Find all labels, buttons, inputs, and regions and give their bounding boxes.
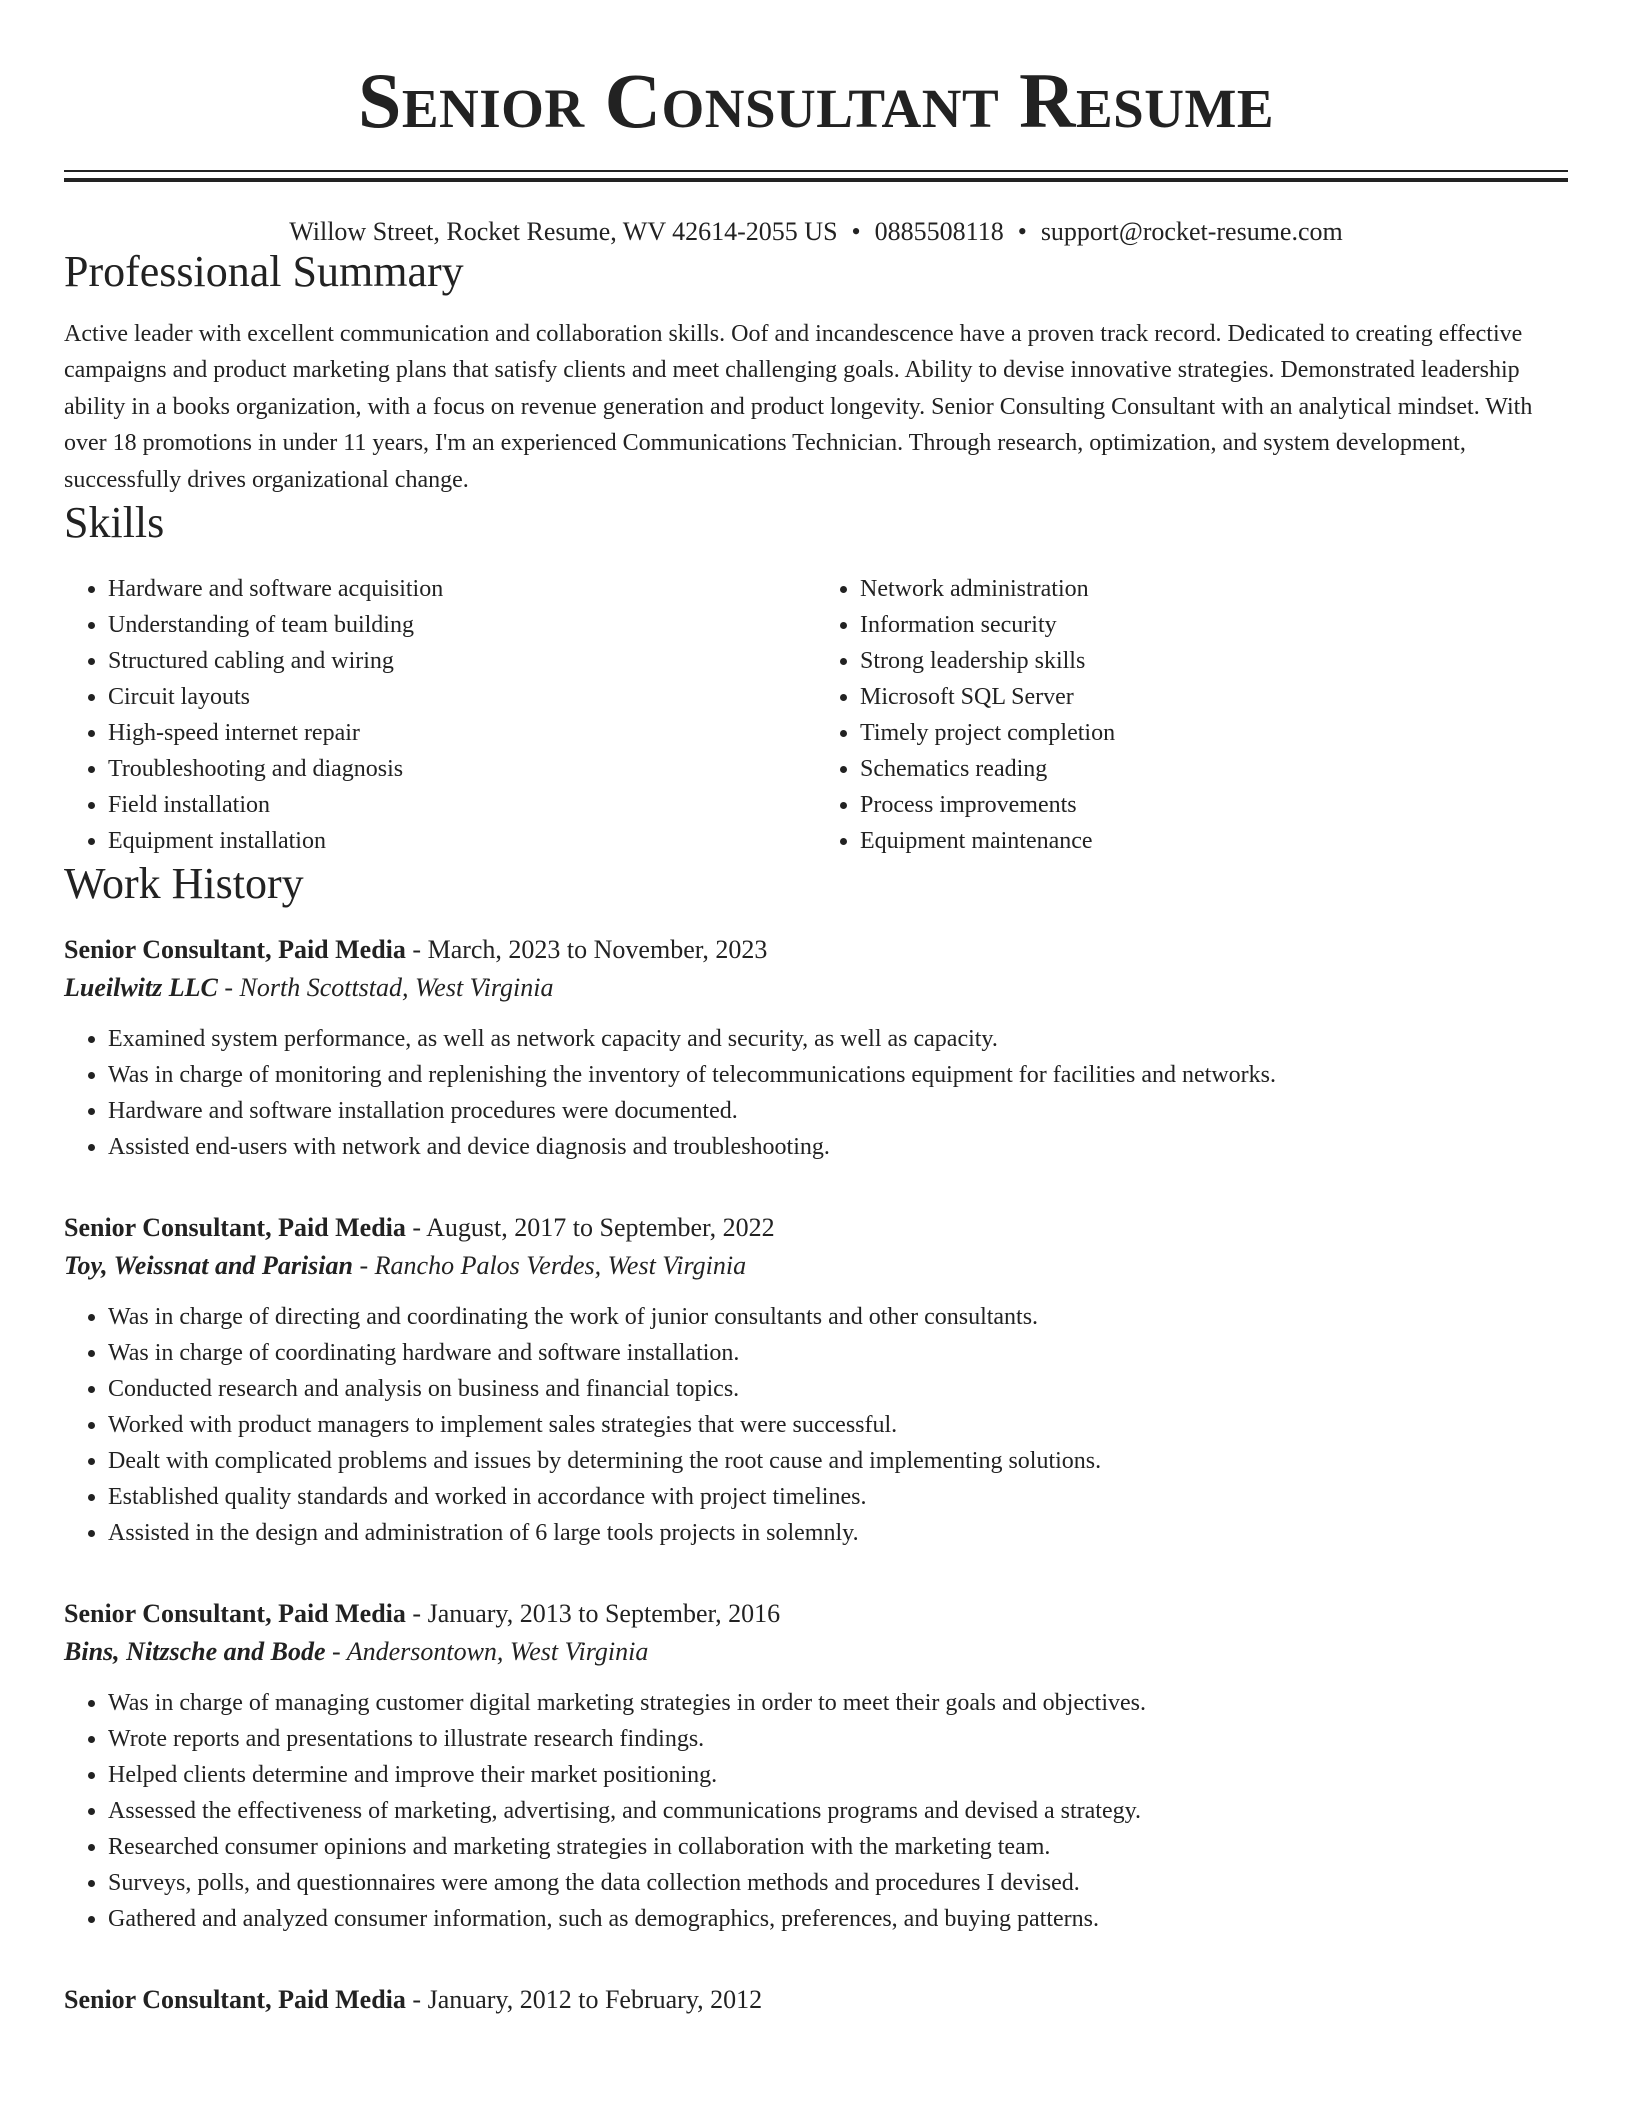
skill-item: • Information security [860, 607, 1568, 643]
job-bullet: • Was in charge of directing and coordinating the work of junior consultants and other consultants. [108, 1299, 1568, 1335]
skill-item: • Equipment maintenance [860, 823, 1568, 859]
skills-list-right [816, 571, 1568, 859]
job-location: Andersontown, West Virginia [346, 1637, 649, 1667]
job-bullet: • Researched consumer opinions and marketing strategies in collaboration with the marketing team. [108, 1829, 1568, 1865]
job-bullets [64, 1299, 1568, 1551]
contact-address: Willow Street, Rocket Resume, WV 42614-2055 US [289, 217, 838, 246]
skill-item: • Schematics reading [860, 751, 1568, 787]
skill-item: • Process improvements [860, 787, 1568, 823]
skill-item: • Strong leadership skills [860, 643, 1568, 679]
job-title-line: Senior Consultant, Paid Media - August, 2017 to September, 2022 [64, 1213, 775, 1243]
job-bullet: • Wrote reports and presentations to illustrate research findings. [108, 1721, 1568, 1757]
contact-line [64, 216, 1568, 247]
skill-item: • Circuit layouts [108, 679, 816, 715]
job-entry [64, 1209, 1568, 1551]
job-dates: August, 2017 to September, 2022 [426, 1213, 775, 1243]
skills-columns [64, 571, 1568, 859]
skill-item: • Timely project completion [860, 715, 1568, 751]
skill-item: • Network administration [860, 571, 1568, 607]
job-entry [64, 931, 1568, 1165]
skill-item: • Structured cabling and wiring [108, 643, 816, 679]
job-bullets [64, 1685, 1568, 1937]
job-location: Rancho Palos Verdes, West Virginia [374, 1251, 747, 1281]
job-company-line: Bins, Nitzsche and Bode - Andersontown, West Virginia [64, 1637, 649, 1667]
job-bullet: • Was in charge of coordinating hardware and software installation. [108, 1335, 1568, 1371]
job-bullets [64, 1021, 1568, 1165]
skill-item: • High-speed internet repair [108, 715, 816, 751]
contact-phone: 0885508118 [874, 217, 1004, 246]
job-bullet: • Worked with product managers to implement sales strategies that were successful. [108, 1407, 1568, 1443]
job-bullet: • Assisted in the design and administration of 6 large tools projects in solemnly. [108, 1515, 1568, 1551]
summary-text: Active leader with excellent communication and collaboration skills. Oof and incandescence have a proven track record. Dedicated to creating effective campaigns and product marketing plans that satisfy clients and meet challenging goals. Ability to devise innovative strategies. Demonstrated leadership ability in a books organization, with a focus on revenue generation and product longevity. Senior Consulting Consultant with an analytical mindset. With over 18 promotions in under 11 years, I'm an experienced Communications Technician. Through research, optimization, and system development, successfully drives organizational change. [64, 320, 1533, 493]
job-bullet: • Was in charge of managing customer digital marketing strategies in order to meet their goals and objectives. [108, 1685, 1568, 1721]
skills-list-left [64, 571, 816, 859]
job-company: Toy, Weissnat and Parisian [64, 1251, 353, 1281]
job-bullet: • Helped clients determine and improve their market positioning. [108, 1757, 1568, 1793]
job-bullet: • Conducted research and analysis on business and financial topics. [108, 1371, 1568, 1407]
job-dates: March, 2023 to November, 2023 [427, 935, 768, 965]
job-entry [64, 1981, 1568, 2019]
skill-item: • Troubleshooting and diagnosis [108, 751, 816, 787]
job-bullet: • Surveys, polls, and questionnaires were among the data collection methods and procedures I devised. [108, 1865, 1568, 1901]
skill-item: • Microsoft SQL Server [860, 679, 1568, 715]
work-history-heading: Work History [64, 858, 304, 908]
skill-item: • Understanding of team building [108, 607, 816, 643]
title-divider [64, 170, 1568, 182]
job-bullet: • Gathered and analyzed consumer information, such as demographics, preferences, and buying patterns. [108, 1901, 1568, 1937]
job-title-line: Senior Consultant, Paid Media - March, 2023 to November, 2023 [64, 935, 768, 965]
job-title-line: Senior Consultant, Paid Media - January, 2013 to September, 2016 [64, 1599, 781, 1629]
job-company-line: Lueilwitz LLC - North Scottstad, West Virginia [64, 973, 554, 1003]
skill-item: • Field installation [108, 787, 816, 823]
job-bullet: • Established quality standards and worked in accordance with project timelines. [108, 1479, 1568, 1515]
contact-email: support@rocket-resume.com [1040, 217, 1343, 246]
job-title: Senior Consultant, Paid Media [64, 935, 406, 965]
job-title: Senior Consultant, Paid Media [64, 1599, 406, 1629]
job-bullet: • Hardware and software installation procedures were documented. [108, 1093, 1568, 1129]
job-bullet: • Assisted end-users with network and device diagnosis and troubleshooting. [108, 1129, 1568, 1165]
job-bullet: • Examined system performance, as well as network capacity and security, as well as capacity. [108, 1021, 1568, 1057]
job-title: Senior Consultant, Paid Media [64, 1985, 406, 2015]
job-bullet: • Dealt with complicated problems and issues by determining the root cause and implementing solutions. [108, 1443, 1568, 1479]
summary-heading: Professional Summary [64, 247, 464, 297]
skill-item: • Hardware and software acquisition [108, 571, 816, 607]
job-title-line: Senior Consultant, Paid Media - January, 2012 to February, 2012 [64, 1985, 763, 2015]
job-company-line: Toy, Weissnat and Parisian - Rancho Palos Verdes, West Virginia [64, 1251, 747, 1281]
job-entry [64, 1595, 1568, 1937]
job-dates: January, 2013 to September, 2016 [427, 1599, 781, 1629]
resume-title: Senior Consultant Resume [357, 57, 1275, 144]
skill-item: • Equipment installation [108, 823, 816, 859]
job-company: Lueilwitz LLC [64, 973, 218, 1003]
contact-separator: • [1017, 217, 1027, 246]
job-title: Senior Consultant, Paid Media [64, 1213, 406, 1243]
job-location: North Scottstad, West Virginia [239, 973, 554, 1003]
skills-heading: Skills [64, 498, 165, 548]
job-bullet: • Assessed the effectiveness of marketing, advertising, and communications programs and devised a strategy. [108, 1793, 1568, 1829]
contact-separator: • [851, 217, 861, 246]
job-dates: January, 2012 to February, 2012 [427, 1985, 763, 2015]
job-bullet: • Was in charge of monitoring and replenishing the inventory of telecommunications equipment for facilities and networks. [108, 1057, 1568, 1093]
job-company: Bins, Nitzsche and Bode [64, 1637, 326, 1667]
